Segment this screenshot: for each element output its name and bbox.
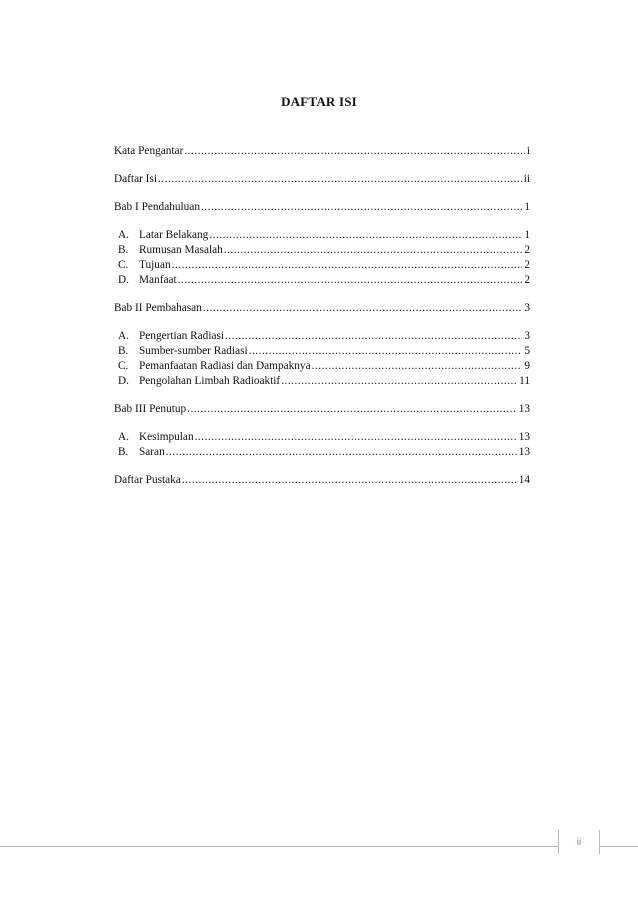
toc-entry-label: Daftar Isi [114,173,157,185]
page-number: ii [558,830,600,854]
toc-subentry-sumber-radiasi[interactable] [114,344,530,359]
toc-subentry-letter: B. [118,446,129,458]
toc-subentry-tujuan[interactable] [114,258,530,273]
dot-leader [224,243,523,258]
dot-leader [182,473,517,488]
toc-entry-page: 13 [518,403,530,415]
toc-subentry-page: 13 [518,446,530,458]
toc-subentry-rumusan-masalah[interactable] [114,243,530,258]
toc-entry-page: 3 [524,302,530,314]
table-of-contents [114,144,530,501]
dot-leader [249,344,523,359]
toc-subentry-page: 2 [524,274,530,286]
toc-entry-daftar-isi[interactable] [114,172,530,187]
toc-subentry-letter: B. [118,345,129,357]
dot-leader [281,374,517,389]
dot-leader [184,144,525,159]
toc-subentry-page: 3 [524,330,530,342]
toc-entry-page: i [526,145,530,157]
toc-subentry-label: Latar Belakang [139,229,209,241]
toc-subentry-pengertian-radiasi[interactable] [114,329,530,344]
toc-subentry-letter: D. [118,375,129,387]
dot-leader [187,402,517,417]
toc-subentry-pemanfaatan-radiasi[interactable] [114,359,530,374]
toc-subentry-letter: B. [118,244,129,256]
toc-subentry-manfaat[interactable] [114,273,530,288]
toc-subentry-letter: A. [118,330,129,342]
footer-divider [0,846,638,847]
toc-subentry-label: Pemanfaatan Radiasi dan Dampaknya [139,360,311,372]
dot-leader [209,228,522,243]
toc-entry-page: 1 [524,201,530,213]
toc-subentry-letter: C. [118,360,129,372]
toc-entry-label: Kata Pengantar [114,145,184,157]
toc-entry-label: Daftar Pustaka [114,474,181,486]
dot-leader [195,430,517,445]
dot-leader [178,273,523,288]
dot-leader [312,359,523,374]
toc-entry-bab-3[interactable] [114,402,530,417]
toc-entry-label: Bab III Penutup [114,403,187,415]
dot-leader [158,172,522,187]
dot-leader [225,329,522,344]
toc-entry-label: Bab I Pendahuluan [114,201,200,213]
toc-subentry-letter: A. [118,431,129,443]
toc-subentry-page: 5 [524,345,530,357]
toc-entry-daftar-pustaka[interactable] [114,473,530,488]
toc-entry-label: Bab II Pembahasan [114,302,202,314]
toc-subentry-page: 9 [524,360,530,372]
toc-subentry-pengolahan-limbah[interactable] [114,374,530,389]
toc-subentry-label: Pengertian Radiasi [139,330,225,342]
dot-leader [201,200,522,215]
toc-subentry-page: 11 [519,375,530,387]
toc-subentry-label: Tujuan [139,259,171,271]
toc-subentry-label: Rumusan Masalah [139,244,223,256]
toc-subentry-page: 1 [524,229,530,241]
toc-entry-bab-1[interactable] [114,200,530,215]
toc-subentry-kesimpulan[interactable] [114,430,530,445]
dot-leader [166,445,517,460]
toc-entry-bab-2[interactable] [114,301,530,316]
toc-entry-kata-pengantar[interactable] [114,144,530,159]
toc-subentry-page: 13 [518,431,530,443]
toc-subentry-page: 2 [524,259,530,271]
dot-leader [172,258,523,273]
toc-subentry-label: Saran [139,446,165,458]
dot-leader [203,301,523,316]
toc-subentry-letter: C. [118,259,129,271]
toc-subentry-letter: A. [118,229,129,241]
toc-subentry-latar-belakang[interactable] [114,228,530,243]
toc-subentry-saran[interactable] [114,445,530,460]
page-title: DAFTAR ISI [281,94,357,109]
toc-subentry-page: 2 [524,244,530,256]
toc-subentry-label: Manfaat [139,274,177,286]
toc-subentry-label: Pengolahan Limbah Radioaktif [139,375,281,387]
toc-subentry-label: Sumber-sumber Radiasi [139,345,248,357]
toc-entry-page: ii [523,173,530,185]
toc-subentry-label: Kesimpulan [139,431,194,443]
toc-subentry-letter: D. [118,274,129,286]
toc-entry-page: 14 [518,474,530,486]
